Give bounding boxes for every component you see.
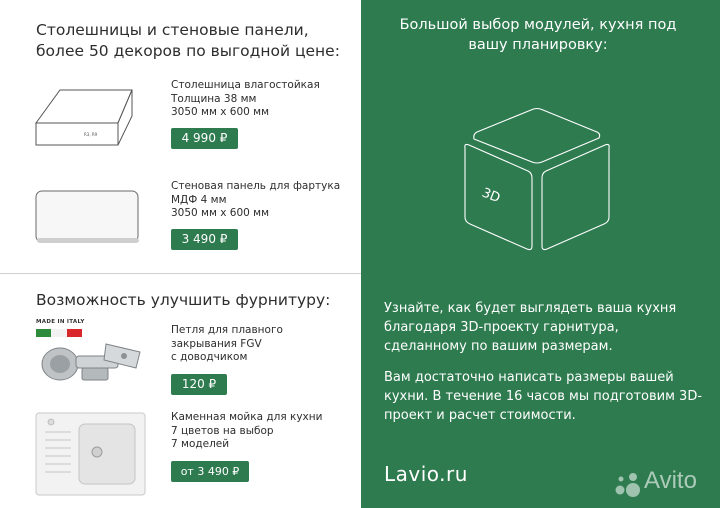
made-in-italy-badge: MADE IN ITALY <box>36 319 85 325</box>
cube-3d-icon <box>462 96 612 256</box>
wall-panel-description <box>171 180 356 221</box>
wall-panel-line1: Стеновая панель для фартука <box>171 180 341 192</box>
cube-label: 3D <box>479 185 503 207</box>
countertop-line3: 3050 мм х 600 мм <box>171 106 270 118</box>
wall-panel-price: 3 490 ₽ <box>171 229 238 250</box>
wall-panel-line3: 3050 мм х 600 мм <box>171 207 270 219</box>
wall-panel-illustration <box>34 189 142 246</box>
wall-panel-line2: МДФ 4 мм <box>171 193 227 206</box>
hinge-line1: Петля для плавного <box>171 324 283 336</box>
right-panel <box>361 0 720 508</box>
project-paragraph: Узнайте, как будет выглядеть ваша кухня благодаря 3D-проекту гарнитура, сделанному по вашим размерам. <box>384 301 677 354</box>
italy-flag-icon <box>36 329 82 337</box>
avito-watermark: Avito <box>644 467 697 494</box>
hinge-price: 120 ₽ <box>171 374 227 395</box>
avito-logo-icon <box>613 470 641 498</box>
countertop-line2: Толщина 38 мм <box>171 92 257 105</box>
sink-line2: 7 цветов на выбор <box>171 424 274 437</box>
section-divider <box>0 273 361 274</box>
sink-line1: Каменная мойка для кухни <box>171 411 323 423</box>
hinge-line3: с доводчиком <box>171 351 248 363</box>
modules-heading: Большой выбор модулей, кухня под вашу планировку: <box>399 17 677 53</box>
sink-line3: 7 моделей <box>171 438 230 450</box>
hardware-heading: Возможность улучшить фурнитуру: <box>36 291 331 309</box>
lavio-logo: Lavio.ru <box>384 462 468 486</box>
countertop-description <box>171 79 356 120</box>
hinge-line2: закрывания FGV <box>171 337 262 350</box>
countertop-decor-tag: R3, R9 <box>84 132 98 137</box>
sink-illustration <box>35 412 146 496</box>
order-paragraph: Вам достаточно написать размеры вашей кухни. В течение 16 часов мы подготовим 3D-проект и расчет стоимости. <box>384 370 703 423</box>
sink-description <box>171 411 356 452</box>
countertop-line1: Столешница влагостойкая <box>171 79 320 91</box>
hinge-description <box>171 324 356 365</box>
countertops-heading: Столешницы и стеновые панели, более 50 декоров по выгодной цене: <box>36 21 340 60</box>
hinge-illustration <box>36 338 146 388</box>
countertop-illustration <box>34 88 134 148</box>
countertop-price: 4 990 ₽ <box>171 128 238 149</box>
sink-price: от 3 490 ₽ <box>171 461 249 482</box>
